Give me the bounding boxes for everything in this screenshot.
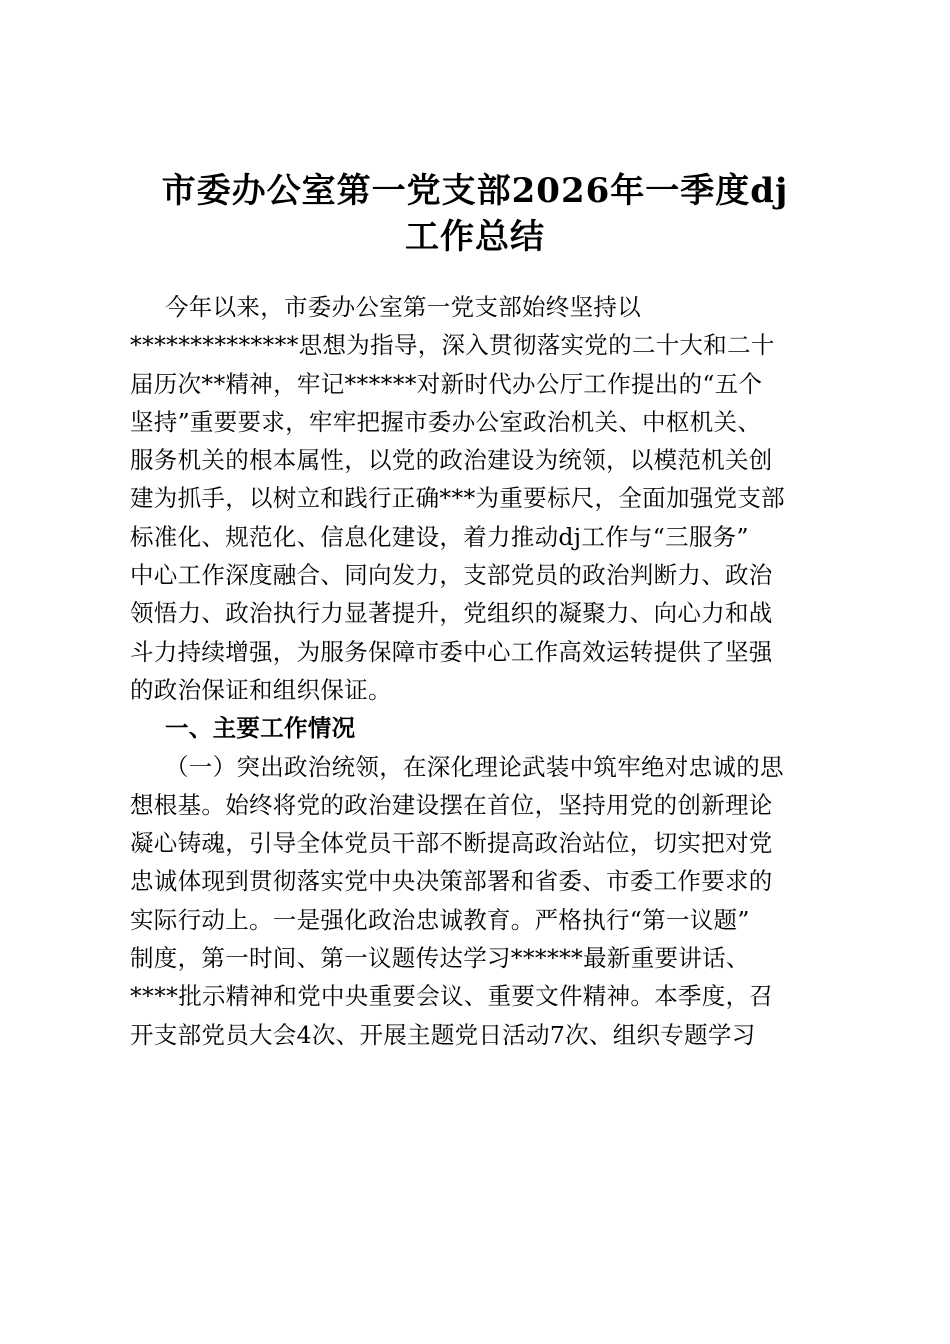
title-line-1: 市委办公室第一党支部2026年一季度dj — [161, 171, 789, 211]
paragraph-line: （一）突出政治统领，在深化理论武装中筑牢绝对忠诚的思 — [165, 752, 784, 781]
document-title — [120, 168, 830, 260]
section-heading: 一、主要工作情况 — [165, 714, 356, 743]
paragraph-line: 斗力持续增强，为服务保障市委中心工作高效运转提供了坚强 — [130, 637, 773, 666]
paragraph-line: 建为抓手，以树立和践行正确***为重要标尺，全面加强党支部 — [130, 484, 785, 513]
paragraph-line: 中心工作深度融合、同向发力，支部党员的政治判断力、政治 — [130, 561, 773, 590]
paragraph-line: 开支部党员大会4次、开展主题党日活动7次、组织专题学习 — [130, 1020, 756, 1049]
paragraph-line: 坚持”重要要求，牢牢把握市委办公室政治机关、中枢机关、 — [130, 407, 762, 436]
paragraph-line: 今年以来，市委办公室第一党支部始终坚持以 — [165, 293, 641, 321]
paragraph-line: 忠诚体现到贯彻落实党中央决策部署和省委、市委工作要求的 — [130, 867, 773, 896]
paragraph-line: **************思想为指导，深入贯彻落实党的二十大和二十 — [130, 331, 775, 360]
paragraph-line: 想根基。始终将党的政治建设摆在首位，坚持用党的创新理论 — [130, 790, 773, 819]
paragraph-line: 标准化、规范化、信息化建设，着力推动dj工作与“三服务” — [130, 522, 749, 551]
paragraph-line: 服务机关的根本属性，以党的政治建设为统领，以模范机关创 — [130, 446, 773, 475]
paragraph-line: 领悟力、政治执行力显著提升，党组织的凝聚力、向心力和战 — [130, 599, 773, 628]
paragraph-line: 制度，第一时间、第一议题传达学习******最新重要讲话、 — [130, 944, 750, 973]
paragraph-line: 的政治保证和组织保证。 — [130, 675, 392, 704]
paragraph-line: ****批示精神和党中央重要会议、重要文件精神。本季度，召 — [130, 982, 774, 1011]
paragraph-line: 届历次**精神，牢记******对新时代办公厅工作提出的“五个 — [130, 369, 763, 398]
paragraph-line: 凝心铸魂，引导全体党员干部不断提高政治站位，切实把对党 — [130, 829, 773, 858]
document-body — [130, 288, 830, 1054]
paragraph-line: 实际行动上。一是强化政治忠诚教育。严格执行“第一议题” — [130, 905, 750, 934]
title-line-2: 工作总结 — [405, 217, 545, 257]
